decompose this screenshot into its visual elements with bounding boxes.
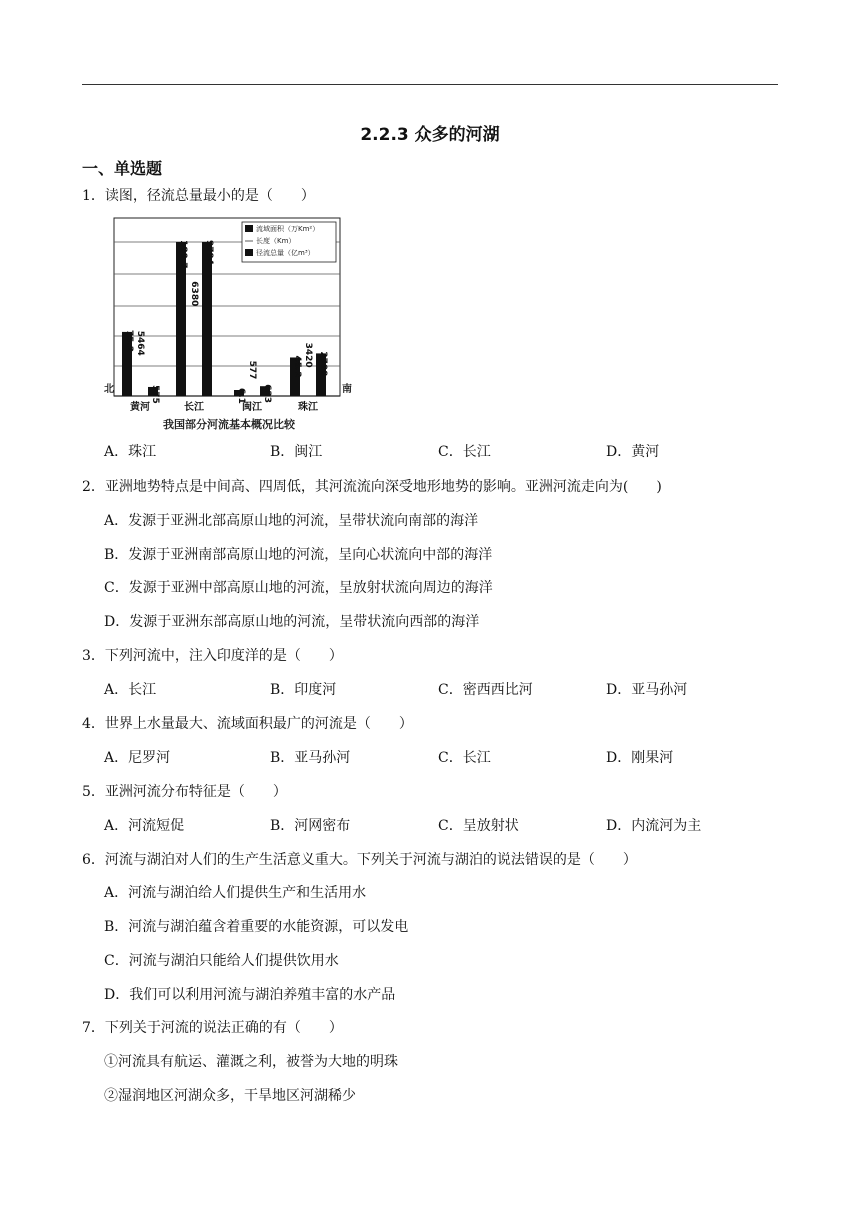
- category-label-3: 珠江: [298, 402, 318, 413]
- q4-option-a[interactable]: A．尼罗河: [104, 750, 171, 766]
- q5-option-b[interactable]: B．河网密布: [270, 818, 351, 834]
- category-label-0: 黄河: [130, 402, 150, 413]
- bar-runoff-1: [202, 242, 212, 396]
- question-3-stem: 3．下列河流中，注入印度洋的是（ ）: [82, 648, 343, 664]
- q3-option-d[interactable]: D．亚马孙河: [606, 682, 688, 698]
- q7-statement-1: ①河流具有航运、灌溉之利，被誉为大地的明珠: [104, 1054, 398, 1070]
- q6-option-a[interactable]: A．河流与湖泊给人们提供生产和生活用水: [104, 885, 367, 901]
- south-label: 南: [342, 384, 352, 395]
- chart-title: 我国部分河流基本概况比较: [163, 418, 295, 431]
- q6-option-b[interactable]: B．河流与湖泊蕴含着重要的水能资源，可以发电: [104, 919, 409, 935]
- q3-option-b[interactable]: B．印度河: [270, 682, 337, 698]
- category-label-2: 闽江: [242, 402, 262, 413]
- q3-option-a[interactable]: A．长江: [104, 682, 157, 698]
- legend-swatch-area: [245, 225, 253, 232]
- page-title: 2.2.3 众多的河湖: [360, 125, 500, 145]
- q5-option-d[interactable]: D．内流河为主: [606, 818, 702, 834]
- q7-statement-2: ②湿润地区河湖众多，干旱地区河湖稀少: [104, 1088, 356, 1104]
- question-6-stem: 6．河流与湖泊对人们的生产生活意义重大。下列关于河流与湖泊的说法错误的是（ ）: [82, 852, 637, 868]
- question-7-stem: 7．下列关于河流的说法正确的有（ ）: [82, 1020, 343, 1036]
- value-label-0-1: 5464: [135, 330, 145, 356]
- q1-option-b[interactable]: B．闽江: [270, 444, 323, 460]
- q4-option-c[interactable]: C．长江: [438, 750, 491, 766]
- value-label-0-0: 75.2: [124, 329, 134, 353]
- value-label-2-2: 623: [262, 384, 272, 404]
- value-label-3-2: 2709: [318, 351, 328, 377]
- question-2-stem: 2．亚洲地势特点是中间高、四周低，其河流流向深受地形地势的影响。亚洲河流走向为( ): [82, 479, 662, 495]
- question-1-stem: 1．读图，径流总量最小的是（ ）: [82, 188, 315, 204]
- q3-option-c[interactable]: C．密西西比河: [438, 682, 533, 698]
- chart-legend: [242, 222, 336, 262]
- question-5-stem: 5．亚洲河流分布特征是（ ）: [82, 784, 287, 800]
- value-label-3-1: 3420: [303, 342, 313, 368]
- q2-option-c[interactable]: C．发源于亚洲中部高原山地的河流，呈放射状流向周边的海洋: [104, 580, 493, 596]
- q1-option-d[interactable]: D．黄河: [606, 444, 660, 460]
- north-label: 北: [104, 384, 114, 395]
- value-label-1-0: 180.7: [178, 240, 188, 269]
- q2-option-a[interactable]: A．发源于亚洲北部高原山地的河流，呈带状流向南部的海洋: [104, 513, 479, 529]
- legend-swatch-runoff: [245, 249, 253, 256]
- q5-option-a[interactable]: A．河流短促: [104, 818, 185, 834]
- q6-option-d[interactable]: D．我们可以利用河流与湖泊养殖丰富的水产品: [104, 987, 396, 1003]
- q4-option-d[interactable]: D．刚果河: [606, 750, 674, 766]
- value-label-2-0: 6.1: [236, 388, 246, 404]
- category-label-1: 长江: [184, 402, 204, 413]
- value-label-3-0: 45.2: [292, 355, 302, 378]
- legend-length: 长度（Km）: [256, 237, 296, 245]
- river-bar-chart: [104, 212, 354, 438]
- question-4-stem: 4．世界上水量最大、流域面积最广的河流是（ ）: [82, 716, 413, 732]
- value-label-1-2: 9794: [204, 240, 214, 266]
- q1-option-c[interactable]: C．长江: [438, 444, 491, 460]
- header-rule: [82, 84, 778, 85]
- q6-option-c[interactable]: C．河流与湖泊只能给人们提供饮用水: [104, 953, 339, 969]
- value-label-2-1: 577: [247, 360, 257, 380]
- q4-option-b[interactable]: B．亚马孙河: [270, 750, 351, 766]
- q2-option-b[interactable]: B．发源于亚洲南部高原山地的河流，呈向心状流向中部的海洋: [104, 547, 493, 563]
- value-label-0-2: 575: [150, 384, 160, 404]
- q5-option-c[interactable]: C．呈放射状: [438, 818, 519, 834]
- legend-area: 流域面积（万Km²）: [256, 225, 320, 233]
- legend-runoff: 径流总量（亿m³）: [256, 249, 315, 257]
- q1-option-a[interactable]: A．珠江: [104, 444, 157, 460]
- value-label-1-1: 6380: [189, 281, 199, 307]
- q2-option-d[interactable]: D．发源于亚洲东部高原山地的河流，呈带状流向西部的海洋: [104, 614, 480, 630]
- chart-svg: [104, 212, 354, 438]
- section-heading: 一、单选题: [82, 159, 163, 178]
